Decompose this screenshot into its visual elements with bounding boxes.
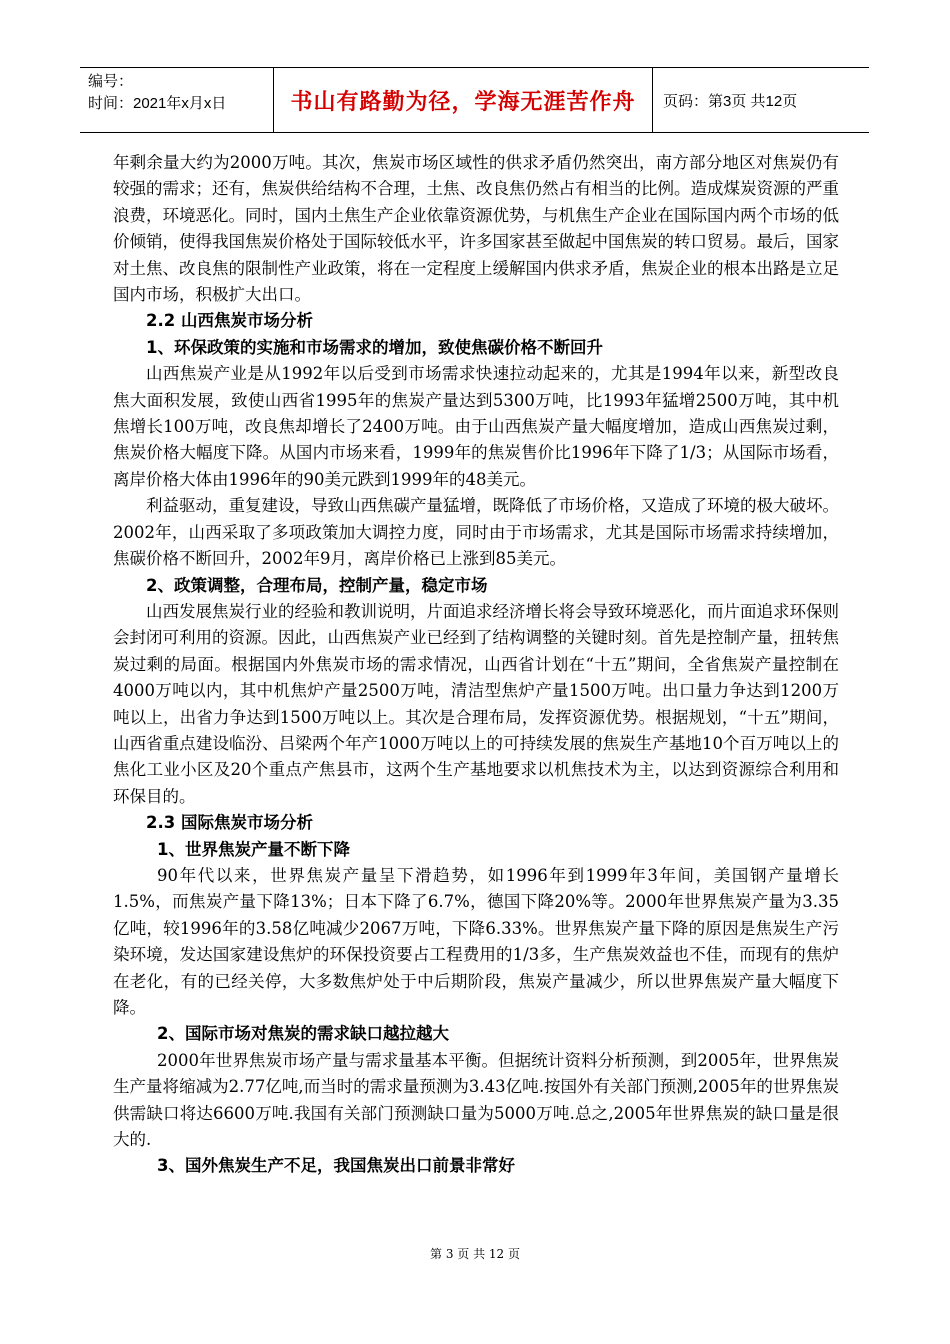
doc-number: 编号：: [88, 73, 134, 90]
paragraph: 90年代以来，世界焦炭产量呈下滑趋势，如1996年到1999年3年间，美国钢产量增长1.5%，而焦炭产量下降13%；日本下降了6.7%，德国下降20%等。2000年世界焦炭产量为3.35 亿吨，较1996年的3.58亿吨减少2067万吨，下降6.33%。世界焦炭产量下降的原因是焦炭生产污染环境，发达国家建设焦炉的环保投资要占工程费用的1/3多，生产焦炭效益也不佳，而现有的焦炉在老化，有的已经关停，大多数焦炉处于中后期阶段，焦炭产量减少，所以世界焦炭产量大幅度下降。: [113, 865, 856, 1017]
paragraph: 2000年世界焦炭市场产量与需求量基本平衡。但据统计资料分析预测，到2005年，世界焦炭生产量将缩减为2.77亿吨,而当时的需求量预测为3.43亿吨.按国外有关部门预测,2005年的世界焦炭供需缺口将达6600万吨.我国有关部门预测缺口量为5000万吨.总之,2005年世界焦炭的缺口量是很大的.: [113, 1050, 839, 1150]
paragraph: 年剩余量大约为2000万吨。其次，焦炭市场区域性的供求矛盾仍然突出，南方部分地区对焦炭仍有较强的需求；还有，焦炭供给结构不合理，土焦、改良焦仍然占有相当的比例。造成煤炭资源的严重浪费，环境恶化。同时，国内土焦生产企业依靠资源优势，与机焦生产企业在国际国内两个市场的低价倾销，使得我国焦炭价格处于国际较低水平，许多国家甚至做起中国焦炭的转口贸易。最后，国家对土焦、改良焦的限制性产业政策，将在一定程度上缓解国内供求矛盾，焦炭企业的根本出路是立足国内市场，积极扩大出口。: [113, 153, 839, 305]
doc-time: 时间：2021年x月x日: [88, 95, 227, 112]
subsection-heading: 2、政策调整，合理布局，控制产量，稳定市场: [146, 575, 488, 595]
header-motto-cell: [274, 68, 653, 132]
header-motto: 书山有路勤为径，学海无涯苦作舟: [290, 89, 636, 115]
header-left-cell: [80, 68, 274, 132]
header-page-info: 页码：第3页 共12页: [663, 92, 798, 110]
document-body: [113, 150, 856, 1180]
header-page-cell: [653, 68, 869, 132]
section-heading: 2.2 山西焦炭市场分析: [146, 311, 313, 331]
subsection-heading: 3、国外焦炭生产不足，我国焦炭出口前景非常好: [157, 1156, 515, 1176]
paragraph: 山西焦炭产业是从1992年以后受到市场需求快速拉动起来的，尤其是1994年以来，新型改良焦大面积发展，致使山西省1995年的焦炭产量达到5300万吨，比1993年猛增2500万吨，其中机焦增长100万吨，改良焦却增长了2400万吨。由于山西焦炭产量大幅度增加，造成山西焦炭过剩，焦炭价格大幅度下降。从国内市场来看，1999年的焦炭售价比1996年下降了1/3；从国际市场看，离岸价格大体由1996年的90美元跌到1999年的48美元。: [113, 364, 839, 489]
section-heading: 2.3 国际焦炭市场分析: [146, 813, 313, 833]
paragraph: 利益驱动，重复建设，导致山西焦碳产量猛增，既降低了市场价格，又造成了环境的极大破坏。2002年，山西采取了多项政策加大调控力度，同时由于市场需求，尤其是国际市场需求持续增加，焦碳价格不断回升，2002年9月，离岸价格已上涨到85美元。: [113, 496, 839, 569]
subsection-heading: 2、国际市场对焦炭的需求缺口越拉越大: [157, 1024, 449, 1044]
page-header: [80, 67, 869, 133]
subsection-heading: 1、环保政策的实施和市场需求的增加，致使焦碳价格不断回升: [146, 337, 603, 357]
page-footer: 第 3 页 共 12 页: [430, 1247, 520, 1261]
subsection-heading: 1、世界焦炭产量不断下降: [157, 839, 350, 859]
paragraph: 山西发展焦炭行业的经验和教训说明，片面追求经济增长将会导致环境恶化，而片面追求环保则会封闭可利用的资源。因此，山西焦炭产业已经到了结构调整的关键时刻。首先是控制产量，扭转焦炭过剩的局面。根据国内外焦炭市场的需求情况，山西省计划在“十五”期间，全省焦炭产量控制在4000万吨以内，其中机焦炉产量2500万吨，清洁型焦炉产量1500万吨。出口量力争达到1200万吨以上，出省力争达到1500万吨以上。其次是合理布局，发挥资源优势。根据规划，“十五”期间，山西省重点建设临汾、吕梁两个年产1000万吨以上的可持续发展的焦炭生产基地10个百万吨以上的焦化工业小区及20个重点产焦县市，这两个生产基地要求以机焦技术为主，以达到资源综合利用和环保目的。: [113, 601, 839, 806]
